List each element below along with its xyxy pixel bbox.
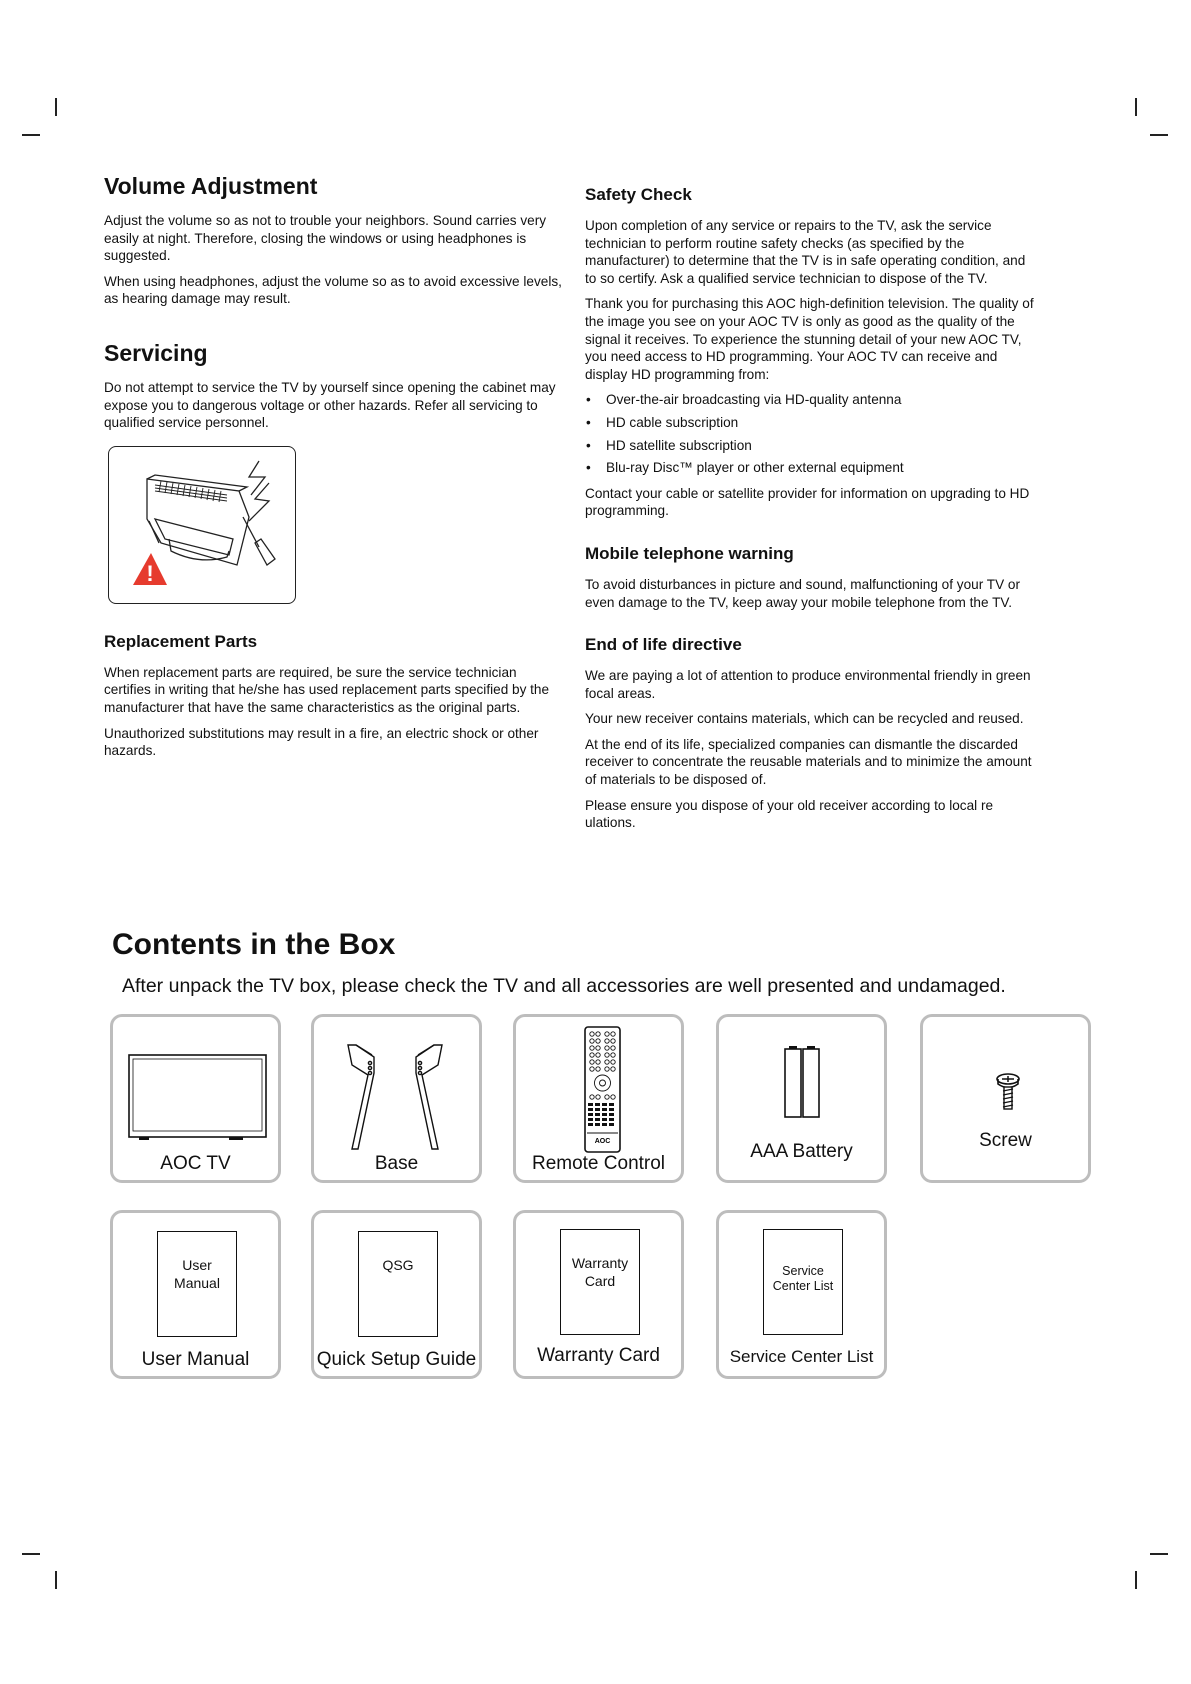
safety-paragraph-1: Upon completion of any service or repairs to the TV, ask the service technician to perform routine safety checks (as specified by the manufacturer) to determine that the TV is in safe operating condition, and to so certify. Ask a qualified service technician to dispose of the TV. (585, 218, 1026, 286)
manual-booklet-icon: User Manual (157, 1231, 237, 1337)
item-label-qsg: Quick Setup Guide (316, 1349, 477, 1370)
replacement-paragraph-1: When replacement parts are required, be sure the service technician certifies in writing that he/she has used replacement parts specified by the manufacturer that have the same characteristics as the original parts. (104, 664, 550, 715)
mobile-paragraph: To avoid disturbances in picture and sound, malfunctioning of your TV or even damage to the TV, keep away your mobile telephone from the TV. (585, 576, 1020, 610)
safety-paragraph-2: Thank you for purchasing this AOC high-definition television. The quality of the image you see on your AOC TV is only as good as the quality of the signal it receives. To experience the stunning detail of your new AOC TV, you need access to HD programming. Your AOC TV can receive and display HD programming from: (585, 296, 1034, 382)
item-label-tv: AOC TV (160, 1153, 231, 1174)
crop-mark (1150, 134, 1168, 136)
item-quick-setup-guide (311, 1210, 482, 1379)
volume-paragraph-2: When using headphones, adjust the volume so as to avoid excessive levels, as hearing damage may result. (104, 273, 562, 307)
list-item: • Over-the-air broadcasting via HD-quality antenna (586, 392, 902, 408)
item-service-center-list (716, 1210, 887, 1379)
crop-mark (22, 134, 40, 136)
item-base (311, 1014, 482, 1183)
end-of-life-paragraph-3: At the end of its life, specialized companies can dismantle the discarded receiver to concentrate the reusable materials and to minimize the amount of materials to be disposed of. (585, 736, 1032, 788)
item-label-warranty: Warranty Card (537, 1345, 660, 1366)
service-list-icon: Service Center List (763, 1229, 843, 1335)
item-remote-control (513, 1014, 684, 1183)
service-warning-illustration (108, 446, 296, 604)
warning-exclamation: ! (146, 560, 154, 586)
end-of-life-paragraph-4: Please ensure you dispose of your old receiver according to local re ulations. (585, 797, 994, 831)
crop-mark (55, 1571, 57, 1589)
warranty-card-icon: Warranty Card (560, 1229, 640, 1335)
crop-mark (55, 98, 57, 116)
bullet-icon: • (586, 437, 591, 453)
item-aoc-tv (110, 1014, 281, 1183)
replacement-paragraph-2: Unauthorized substitutions may result in a fire, an electric shock or other hazards. (104, 725, 539, 759)
item-label-remote: Remote Control (531, 1153, 666, 1174)
item-label-base: Base (374, 1153, 419, 1174)
end-of-life-paragraph-1: We are paying a lot of attention to produce environmental friendly in green focal areas. (585, 668, 1031, 701)
safety-paragraph-3: Contact your cable or satellite provider for information on upgrading to HD programming. (585, 485, 1030, 519)
safety-heading: Safety Check (585, 185, 692, 204)
item-user-manual (110, 1210, 281, 1379)
list-item: • HD cable subscription (586, 414, 739, 430)
item-label-screw: Screw (979, 1130, 1032, 1151)
bullet-icon: • (586, 392, 591, 408)
list-item: • HD satellite subscription (586, 437, 752, 453)
volume-heading: Volume Adjustment (104, 173, 318, 199)
servicing-paragraph: Do not attempt to service the TV by yourself since opening the cabinet may expose you to dangerous voltage or other hazards. Refer all servicing to qualified service personnel. (104, 379, 556, 431)
hd-source-list (585, 391, 1035, 476)
contents-intro: After unpack the TV box, please check the TV and all accessories are well presented and undamaged. (122, 975, 1006, 997)
tv-back-screwdriver-illustration (109, 447, 295, 603)
bullet-icon: • (586, 414, 591, 430)
contents-title: Contents in the Box (112, 928, 396, 961)
item-label-battery: AAA Battery (750, 1141, 853, 1162)
replacement-heading: Replacement Parts (104, 631, 258, 651)
servicing-heading: Servicing (104, 339, 208, 366)
list-item: • Blu-ray Disc™ player or other external equipment (586, 460, 904, 476)
end-of-life-paragraph-2: Your new receiver contains materials, which can be recycled and reused. (585, 711, 1024, 727)
bullet-icon: • (586, 460, 591, 476)
left-column (104, 173, 566, 768)
crop-mark (22, 1553, 40, 1555)
remote-brand-logo: AOC (594, 1138, 611, 1145)
item-label-service: Service Center List (729, 1347, 874, 1366)
item-warranty-card (513, 1210, 684, 1379)
item-label-manual: User Manual (141, 1349, 250, 1370)
qsg-booklet-icon: QSG (358, 1231, 438, 1337)
end-of-life-heading: End of life directive (585, 635, 742, 655)
screw-icon (923, 1017, 1094, 1186)
item-screw (920, 1014, 1091, 1183)
crop-mark (1135, 98, 1137, 116)
item-aaa-battery (716, 1014, 887, 1183)
mobile-heading: Mobile telephone warning (585, 543, 794, 563)
volume-paragraph-1: Adjust the volume so as not to trouble your neighbors. Sound carries very easily at night. Therefore, closing the windows or using headphones is suggested. (104, 213, 547, 264)
crop-mark (1150, 1553, 1168, 1555)
right-column (585, 185, 1035, 840)
crop-mark (1135, 1571, 1137, 1589)
